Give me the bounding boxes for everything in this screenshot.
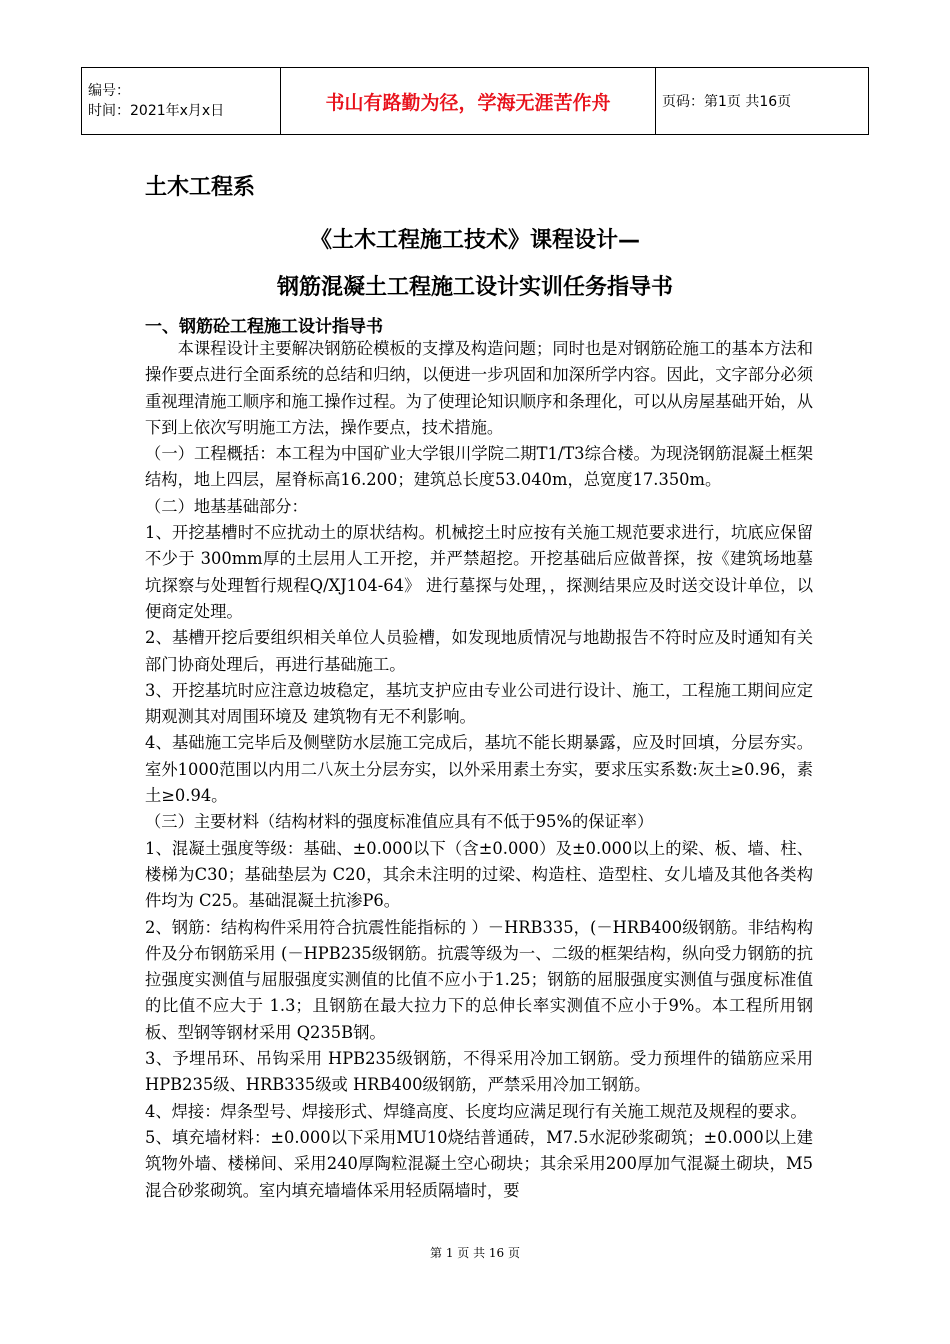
page-header (81, 67, 869, 135)
date-label: 时间：2021年x月x日 (88, 103, 225, 119)
page-footer: 第 1 页 共 16 页 (430, 1246, 520, 1260)
paragraph: 3、予埋吊环、吊钩采用 HPB235级钢筋，不得采用冷加工钢筋。受力预埋件的锚筋应采用 HPB235级、HRB335级或 HRB400级钢筋，严禁采用冷加工钢筋。 (145, 1049, 813, 1095)
header-left-cell (82, 68, 281, 135)
paragraph: 4、焊接：焊条型号、焊接形式、焊缝高度、长度均应满足现行有关施工规范及规程的要求。 (145, 1101, 807, 1121)
document-title-line1: 《土木工程施工技术》课程设计— (309, 228, 640, 253)
document-body (145, 336, 813, 1204)
paragraph: （三）主要材料（结构材料的强度标准值应具有不低于95%的保证率） (145, 812, 654, 832)
paragraph: 2、基槽开挖后要组织相关单位人员验槽，如发现地质情况与地勘报告不符时应及时通知有关部门协商处理后，再进行基础施工。 (145, 628, 813, 674)
paragraph: 3、开挖基坑时应注意边坡稳定，基坑支护应由专业公司进行设计、施工，工程施工期间应定期观测其对周围环境及 建筑物有无不利影响。 (145, 680, 813, 727)
paragraph: 1、混凝土强度等级：基础、±0.000以下（含±0.000）及±0.000以上的梁、板、墙、柱、楼梯为C30；基础垫层为 C20，其余未注明的过梁、构造柱、造型柱、女儿墙及其他各类构件均为 C25。基础混凝土抗渗P6。 (145, 838, 813, 911)
paragraph: 5、填充墙材料：±0.000以下采用MU10烧结普通砖，M7.5水泥砂浆砌筑；±0.000以上建筑物外墙、楼梯间、采用240厚陶粒混凝土空心砌块；其余采用200厚加气混凝土砌块，M5混合砂浆砌筑。室内填充墙墙体采用轻质隔墙时，要 (145, 1127, 813, 1200)
department-heading: 土木工程系 (145, 175, 256, 200)
number-label: 编号： (88, 83, 130, 99)
paragraph: 2、钢筋：结构构件采用符合抗震性能指标的 ）－HRB335，(－HRB400级钢筋。非结构构件及分布钢筋采用 (－HPB235级钢筋。抗震等级为一、二级的框架结构，纵向受力钢筋的抗拉强度实测值与屈服强度实测值的比值不应小于1.25；钢筋的屈服强度实测值与强度标准值的比值不应大于 1.3；且钢筋在最大拉力下的总伸长率实测值不应小于9%。本工程所用钢板、型钢等钢材采用 Q235B钢。 (145, 917, 813, 1042)
paragraph: （一）工程概括：本工程为中国矿业大学银川学院二期T1/T3综合楼。为现浇钢筋混凝土框架结构，地上四层，屋脊标高16.200；建筑总长度53.040m，总宽度17.350m。 (145, 444, 813, 490)
document-title-line2: 钢筋混凝土工程施工设计实训任务指导书 (276, 275, 673, 300)
paragraph: 4、基础施工完毕后及侧壁防水层施工完成后，基坑不能长期暴露，应及时回填，分层夯实。室外1000范围以内用二八灰土分层夯实，以外采用素土夯实，要求压实系数:灰土≥0.96，素土≥0.94。 (145, 733, 813, 806)
paragraph: （二）地基基础部分： (145, 496, 308, 516)
motto: 书山有路勤为径，学海无涯苦作舟 (281, 68, 656, 135)
page-info: 页码：第1页 共16页 (656, 68, 869, 135)
paragraph: 1、开挖基槽时不应扰动土的原状结构。机械挖土时应按有关施工规范要求进行，坑底应保留不少于 300mm厚的土层用人工开挖，并严禁超挖。开挖基础后应做普探，按《建筑场地墓坑探察与处理暂行规程Q/XJ104-64》 进行墓探与处理，，探测结果应及时送交设计单位，以便商定处理。 (145, 523, 813, 621)
section-heading: 一、钢筋砼工程施工设计指导书 (145, 317, 383, 337)
paragraph: 本课程设计主要解决钢筋砼模板的支撑及构造问题；同时也是对钢筋砼施工的基本方法和操作要点进行全面系统的总结和归纳，以便进一步巩固和加深所学内容。因此，文字部分必须重视理清施工顺序和施工操作过程。为了使理论知识顺序和条理化，可以从房屋基础开始，从下到上依次写明施工方法，操作要点，技术措施。 (145, 339, 813, 437)
